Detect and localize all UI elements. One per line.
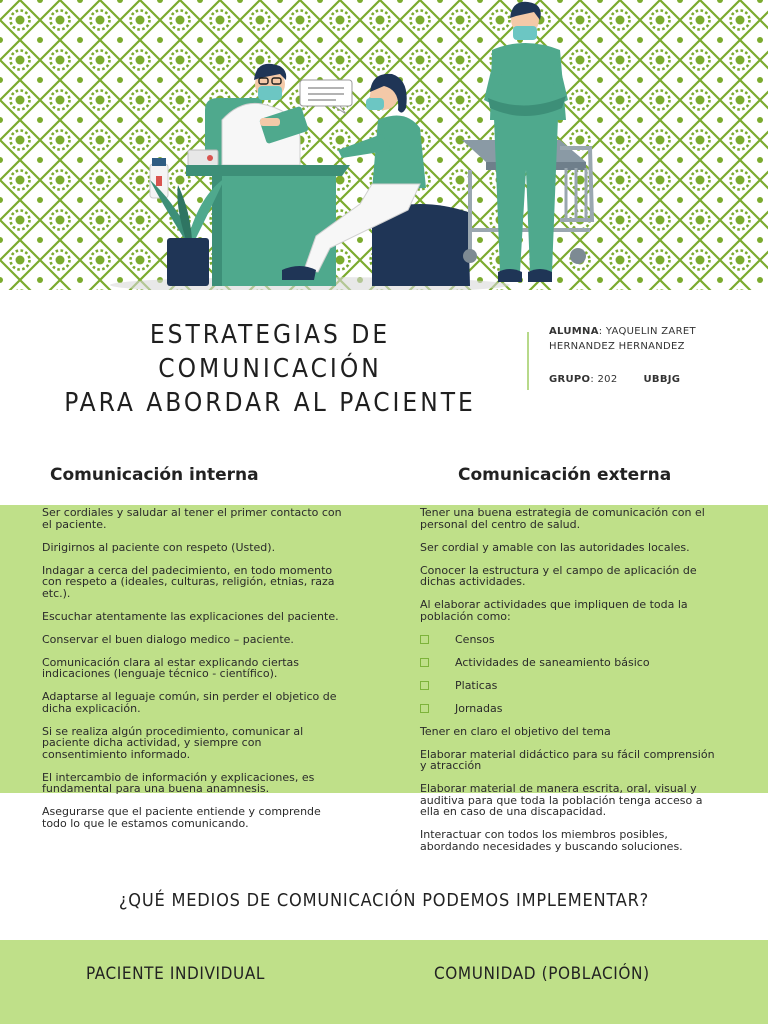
list-item: Conocer la estructura y el campo de aplicación de dichas actividades. (420, 563, 697, 588)
list-item: Ser cordiales y saludar al tener el primer contacto con el paciente. (42, 506, 342, 531)
list-item: Tener una buena estrategia de comunicación con el personal del centro de salud. (420, 506, 705, 531)
list-item: Elaborar material de manera escrita, oral, visual y auditiva para que toda la población tenga acceso a ella en caso de una discapacidad. (420, 782, 703, 818)
square-bullet-icon (420, 658, 429, 667)
list-item: Elaborar material didáctico para su fácil comprensión y atracción (420, 747, 715, 772)
bullet-label: Jornadas (455, 701, 503, 715)
list-item: Indagar a cerca del padecimiento, en todo momento con respeto a (ideales, culturas, religión, etnias, raza etc.). (42, 563, 335, 600)
list-item: Asegurarse que el paciente entiende y comprende todo lo que le estamos comunicando. (42, 805, 321, 830)
title-line-2: PARA ABORDAR AL PACIENTE (64, 388, 476, 418)
grupo-label: GRUPO (549, 374, 591, 385)
comunidad-label: COMUNIDAD (POBLACIÓN) (434, 964, 650, 984)
page-title (40, 318, 500, 420)
list-item: Escuchar atentamente las explicaciones del paciente. (42, 609, 339, 623)
list-item: Al elaborar actividades que impliquen de toda la población como: (420, 598, 688, 623)
bullet-item (420, 657, 720, 669)
list-item: Dirigirnos al paciente con respeto (Usted). (42, 540, 276, 554)
list-item: El intercambio de información y explicaciones, es fundamental para una buena anamnesis. (42, 770, 315, 795)
bullet-label: Censos (455, 632, 495, 646)
medical-scene-illustration (0, 0, 768, 290)
bullet-item (420, 703, 720, 715)
externa-list (420, 507, 720, 864)
interna-list (42, 507, 342, 841)
bullet-label: Platicas (455, 678, 498, 692)
alumna-label: ALUMNA (549, 326, 599, 337)
alumna-value: : YAQUELIN ZARET HERNANDEZ HERNANDEZ (549, 326, 696, 352)
bullet-item (420, 680, 720, 692)
grupo-value: : 202 (590, 374, 618, 385)
bullet-label: Actividades de saneamiento básico (455, 655, 650, 669)
list-item: Interactuar con todos los miembros posibles, abordando necesidades y buscando soluciones. (420, 828, 683, 853)
student-group (549, 374, 754, 385)
list-item: Tener en claro el objetivo del tema (420, 724, 611, 738)
student-info (549, 324, 754, 385)
paciente-individual-label: PACIENTE INDIVIDUAL (86, 964, 265, 984)
list-item: Ser cordial y amable con las autoridades locales. (420, 540, 690, 554)
externa-heading: Comunicación externa (458, 465, 672, 485)
title-line-1: ESTRATEGIAS DE COMUNICACIÓN (149, 320, 391, 384)
title-divider (527, 332, 529, 390)
grupo-code: UBBJG (643, 374, 681, 385)
student-name (549, 324, 754, 354)
square-bullet-icon (420, 681, 429, 690)
question-heading: ¿QUÉ MEDIOS DE COMUNICACIÓN PODEMOS IMPLEMENTAR? (118, 890, 650, 911)
bullet-item (420, 634, 720, 646)
list-item: Si se realiza algún procedimiento, comunicar al paciente dicha actividad, y siempre con consentimiento informado. (42, 724, 304, 761)
square-bullet-icon (420, 635, 429, 644)
list-item: Conservar el buen dialogo medico – paciente. (42, 632, 294, 646)
interna-heading: Comunicación interna (50, 465, 259, 485)
list-item: Adaptarse al leguaje común, sin perder el objetico de dicha explicación. (42, 690, 337, 715)
header-illustration (0, 0, 768, 290)
square-bullet-icon (420, 704, 429, 713)
list-item: Comunicación clara al estar explicando ciertas indicaciones (lenguaje técnico - científico). (42, 655, 300, 680)
